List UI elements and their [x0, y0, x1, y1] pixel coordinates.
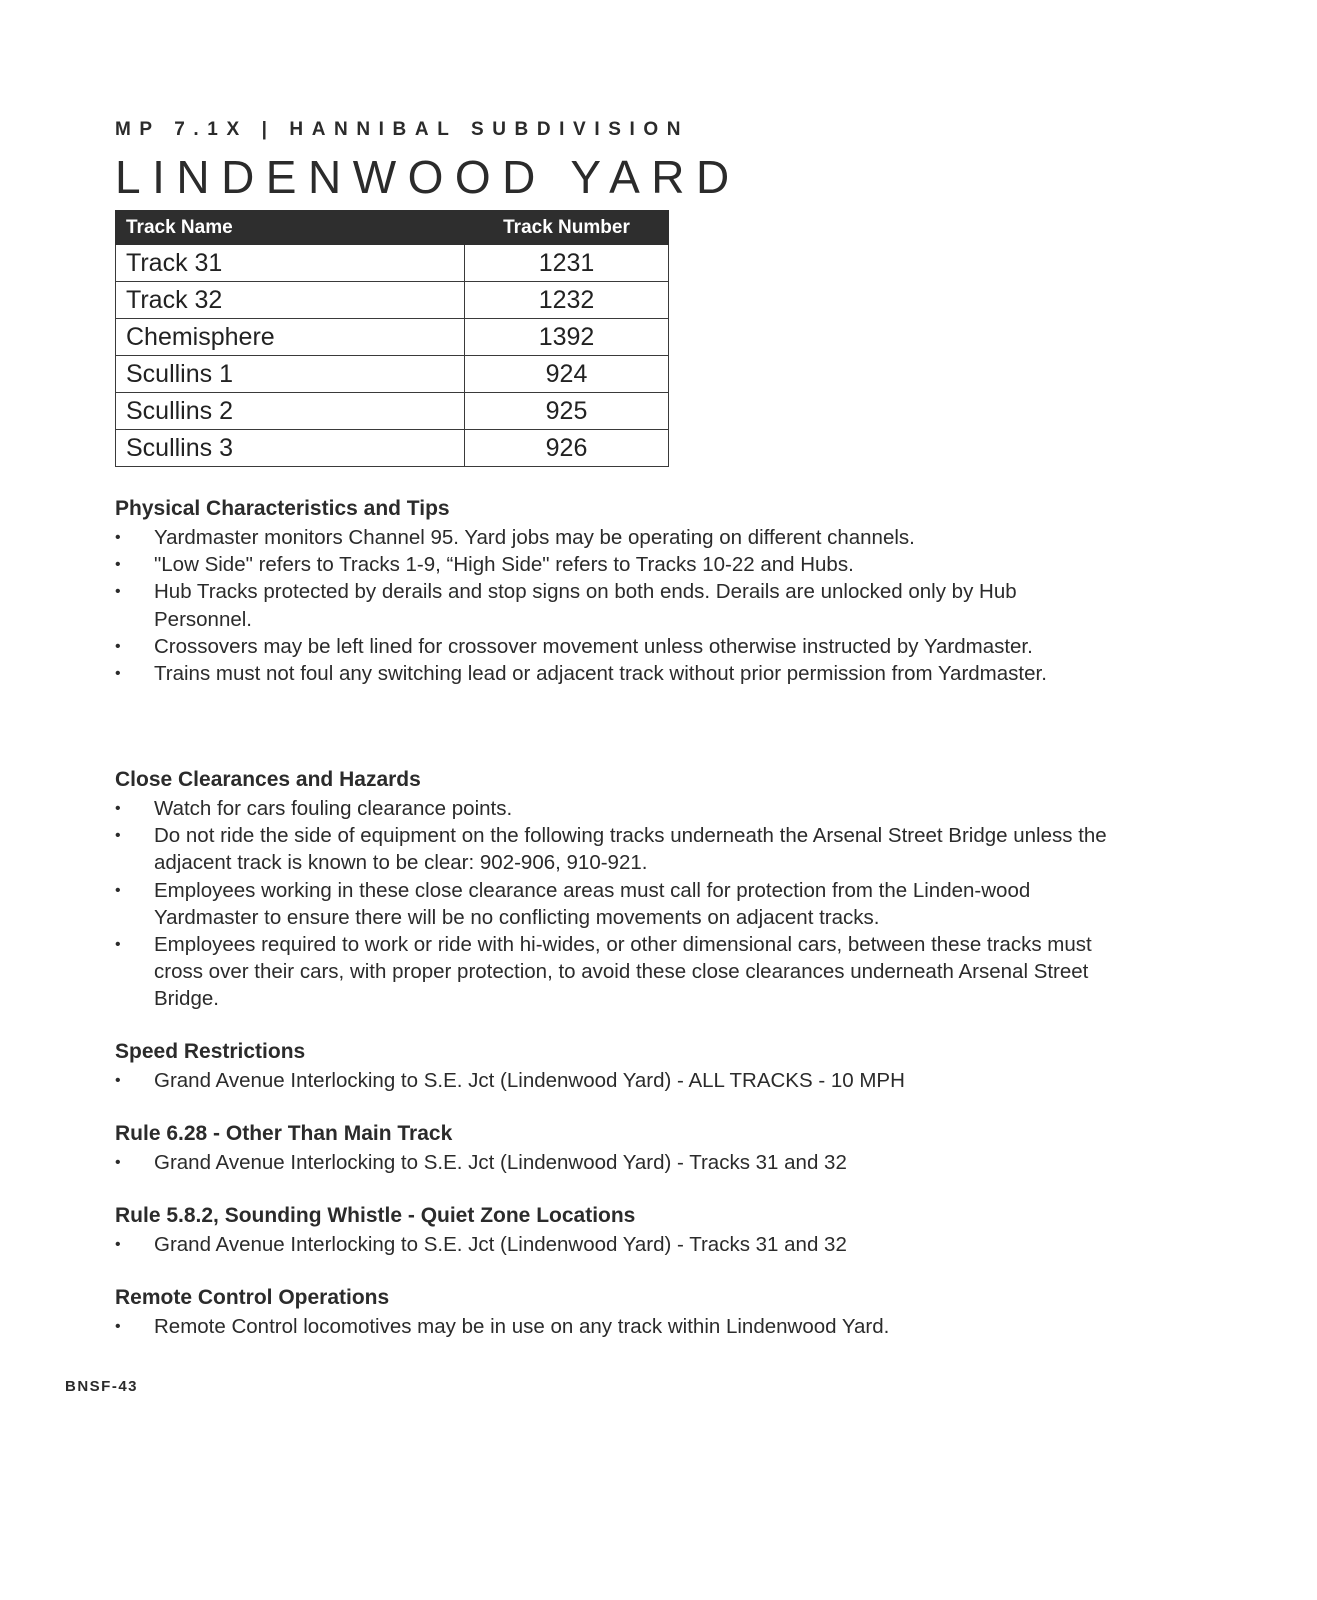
list-item: [115, 524, 1115, 551]
list-item: [115, 822, 1115, 876]
bullet-icon: •: [115, 1318, 121, 1335]
bullet-icon: •: [115, 529, 121, 546]
list-item: [115, 795, 1115, 822]
bullet-icon: •: [115, 936, 121, 954]
table-row: [116, 393, 669, 430]
table-header-row: [116, 211, 669, 245]
bullet-icon: •: [115, 583, 121, 601]
table-row: [116, 319, 669, 356]
list-item: [115, 1149, 1115, 1176]
track-number-cell: 1232: [465, 282, 669, 319]
table-row: [116, 356, 669, 393]
bullet-icon: •: [115, 665, 121, 683]
page-number: BNSF-43: [65, 1378, 139, 1395]
table-row: [116, 282, 669, 319]
section-heading: Rule 5.8.2, Sounding Whistle - Quiet Zone Locations: [115, 1204, 636, 1227]
track-number-cell: 926: [465, 430, 669, 467]
bullet-icon: •: [115, 1072, 121, 1089]
track-number-cell: 1231: [465, 245, 669, 282]
list-item-text: "Low Side" refers to Tracks 1-9, “High Side" refers to Tracks 10-22 and Hubs.: [154, 553, 854, 577]
bullet-list: [115, 1313, 1115, 1340]
bullet-icon: •: [115, 800, 121, 817]
bullet-icon: •: [115, 1236, 121, 1253]
list-item-text: Do not ride the side of equipment on the following tracks underneath the Arsenal Street Bridge unless the adjacent track is known to be clear: 902-906, 910-921.: [154, 824, 1107, 875]
list-item-text: Yardmaster monitors Channel 95. Yard jobs may be operating on different channels.: [154, 526, 915, 549]
bullet-list: [115, 1231, 1115, 1258]
track-name-cell: Scullins 2: [116, 393, 465, 430]
bullet-list: [115, 524, 1115, 687]
list-item: [115, 660, 1115, 687]
bullet-icon: •: [115, 881, 121, 899]
list-item: [115, 578, 1115, 632]
section-heading: Rule 6.28 - Other Than Main Track: [115, 1122, 453, 1145]
track-name-cell: Track 31: [116, 245, 465, 282]
section-speed-restrictions: [115, 1038, 1115, 1094]
subdivision-subtitle: MP 7.1X | HANNIBAL SUBDIVISION: [115, 119, 690, 140]
track-name-cell: Track 32: [116, 282, 465, 319]
section-rule-5-8-2: [115, 1202, 1115, 1258]
table-row: [116, 245, 669, 282]
section-close-clearances: [115, 766, 1115, 1013]
track-name-cell: Scullins 3: [116, 430, 465, 467]
section-heading: Close Clearances and Hazards: [115, 768, 421, 791]
list-item: [115, 931, 1115, 1013]
bullet-icon: •: [115, 637, 121, 655]
list-item: [115, 1313, 1115, 1340]
section-remote-control: [115, 1284, 1115, 1340]
section-heading: Remote Control Operations: [115, 1286, 390, 1309]
column-header-track-number: Track Number: [465, 211, 669, 245]
list-item-text: Trains must not foul any switching lead or adjacent track without prior permission from Yardmaster.: [154, 662, 1047, 686]
list-item: [115, 1231, 1115, 1258]
list-item-text: Employees working in these close clearance areas must call for protection from the Linden-wood Yardmaster to ensure there will be no conflicting movements on adjacent tracks.: [154, 878, 1031, 929]
list-item: [115, 633, 1115, 660]
page-title: LINDENWOOD YARD: [115, 151, 741, 203]
track-number-cell: 1392: [465, 319, 669, 356]
list-item: [115, 1067, 1115, 1094]
bullet-icon: •: [115, 556, 121, 574]
section-physical-characteristics: [115, 495, 1115, 687]
list-item: [115, 877, 1115, 931]
list-item-text: Employees required to work or ride with hi-wides, or other dimensional cars, between these tracks must cross over their cars, with proper protection, to avoid these close clearances underneath Arsenal Street Bridge.: [154, 933, 1092, 1011]
list-item-text: Crossovers may be left lined for crossover movement unless otherwise instructed by Yardmaster.: [154, 634, 1033, 658]
list-item-text: Watch for cars fouling clearance points.: [154, 797, 513, 820]
track-number-cell: 925: [465, 393, 669, 430]
table-row: [116, 430, 669, 467]
section-heading: Speed Restrictions: [115, 1040, 306, 1063]
section-heading: Physical Characteristics and Tips: [115, 497, 450, 520]
list-item-text: Grand Avenue Interlocking to S.E. Jct (Lindenwood Yard) - ALL TRACKS - 10 MPH: [154, 1069, 905, 1092]
column-header-track-name: Track Name: [116, 211, 465, 245]
bullet-list: [115, 1067, 1115, 1094]
track-name-cell: Chemisphere: [116, 319, 465, 356]
list-item-text: Grand Avenue Interlocking to S.E. Jct (Lindenwood Yard) - Tracks 31 and 32: [154, 1233, 847, 1256]
list-item: [115, 551, 1115, 578]
list-item-text: Hub Tracks protected by derails and stop signs on both ends. Derails are unlocked only by Hub Personnel.: [154, 580, 1017, 631]
bullet-icon: •: [115, 827, 121, 845]
list-item-text: Remote Control locomotives may be in use on any track within Lindenwood Yard.: [154, 1315, 890, 1338]
bullet-icon: •: [115, 1154, 121, 1171]
bullet-list: [115, 795, 1115, 1013]
section-rule-6-28: [115, 1120, 1115, 1176]
track-name-cell: Scullins 1: [116, 356, 465, 393]
track-table: [115, 210, 669, 467]
bullet-list: [115, 1149, 1115, 1176]
track-number-cell: 924: [465, 356, 669, 393]
list-item-text: Grand Avenue Interlocking to S.E. Jct (Lindenwood Yard) - Tracks 31 and 32: [154, 1151, 847, 1174]
